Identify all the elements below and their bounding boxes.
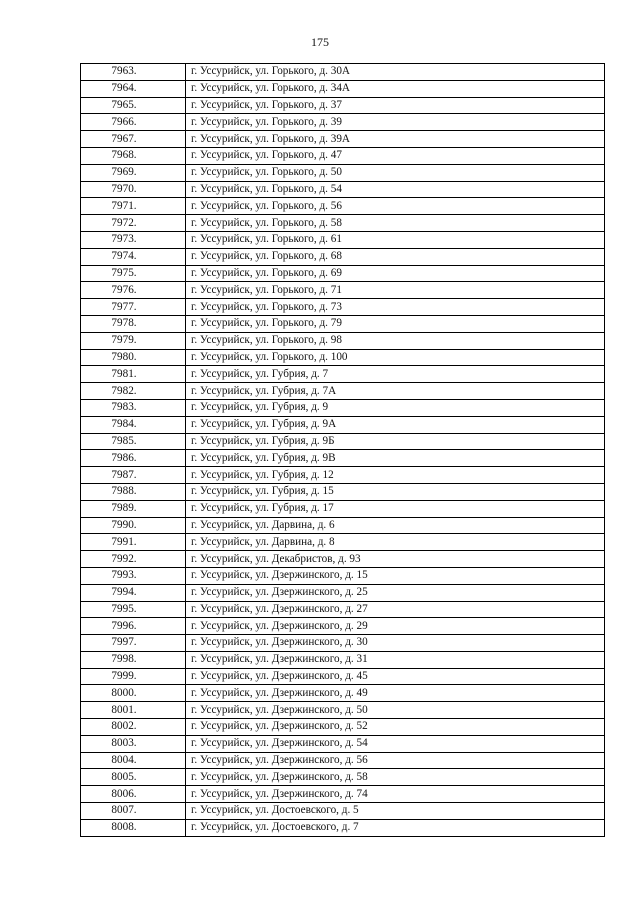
row-number: 7978. bbox=[81, 315, 186, 332]
table-row bbox=[81, 551, 605, 568]
row-address: г. Уссурийск, ул. Горького, д. 69 bbox=[186, 265, 605, 282]
row-number: 7984. bbox=[81, 416, 186, 433]
table-row bbox=[81, 786, 605, 803]
row-number: 7963. bbox=[81, 64, 186, 81]
table-row bbox=[81, 282, 605, 299]
row-address: г. Уссурийск, ул. Горького, д. 68 bbox=[186, 248, 605, 265]
row-number: 7986. bbox=[81, 450, 186, 467]
row-number: 7994. bbox=[81, 584, 186, 601]
row-number: 7995. bbox=[81, 601, 186, 618]
table-row bbox=[81, 517, 605, 534]
table-row bbox=[81, 803, 605, 820]
table-row bbox=[81, 483, 605, 500]
row-address: г. Уссурийск, ул. Дзержинского, д. 54 bbox=[186, 735, 605, 752]
row-address: г. Уссурийск, ул. Дзержинского, д. 58 bbox=[186, 769, 605, 786]
row-number: 8000. bbox=[81, 685, 186, 702]
row-address: г. Уссурийск, ул. Горького, д. 54 bbox=[186, 181, 605, 198]
row-address: г. Уссурийск, ул. Горького, д. 47 bbox=[186, 147, 605, 164]
row-number: 7964. bbox=[81, 80, 186, 97]
row-address: г. Уссурийск, ул. Дзержинского, д. 31 bbox=[186, 651, 605, 668]
table-row bbox=[81, 433, 605, 450]
row-address: г. Уссурийск, ул. Дзержинского, д. 52 bbox=[186, 719, 605, 736]
row-address: г. Уссурийск, ул. Губрия, д. 9В bbox=[186, 450, 605, 467]
row-number: 8006. bbox=[81, 786, 186, 803]
table-row bbox=[81, 399, 605, 416]
row-number: 7969. bbox=[81, 164, 186, 181]
table-row bbox=[81, 735, 605, 752]
table-row bbox=[81, 450, 605, 467]
row-number: 7980. bbox=[81, 349, 186, 366]
table-row bbox=[81, 416, 605, 433]
row-number: 7988. bbox=[81, 483, 186, 500]
row-address: г. Уссурийск, ул. Губрия, д. 7 bbox=[186, 366, 605, 383]
row-address: г. Уссурийск, ул. Дзержинского, д. 74 bbox=[186, 786, 605, 803]
table-row bbox=[81, 315, 605, 332]
table-row bbox=[81, 752, 605, 769]
row-number: 8008. bbox=[81, 819, 186, 836]
table-row bbox=[81, 114, 605, 131]
row-address: г. Уссурийск, ул. Дзержинского, д. 15 bbox=[186, 567, 605, 584]
table-row bbox=[81, 567, 605, 584]
row-address: г. Уссурийск, ул. Дзержинского, д. 56 bbox=[186, 752, 605, 769]
row-number: 8003. bbox=[81, 735, 186, 752]
row-number: 7989. bbox=[81, 500, 186, 517]
row-address: г. Уссурийск, ул. Достоевского, д. 7 bbox=[186, 819, 605, 836]
table-row bbox=[81, 668, 605, 685]
table-row bbox=[81, 349, 605, 366]
table-row bbox=[81, 64, 605, 81]
table-row bbox=[81, 534, 605, 551]
row-number: 7981. bbox=[81, 366, 186, 383]
row-address: г. Уссурийск, ул. Горького, д. 71 bbox=[186, 282, 605, 299]
table-row bbox=[81, 215, 605, 232]
row-number: 8007. bbox=[81, 803, 186, 820]
table-row bbox=[81, 584, 605, 601]
row-address: г. Уссурийск, ул. Дзержинского, д. 45 bbox=[186, 668, 605, 685]
row-address: г. Уссурийск, ул. Дзержинского, д. 29 bbox=[186, 618, 605, 635]
table-row bbox=[81, 383, 605, 400]
row-number: 7987. bbox=[81, 467, 186, 484]
table-row bbox=[81, 181, 605, 198]
address-table bbox=[80, 63, 605, 837]
row-number: 7966. bbox=[81, 114, 186, 131]
row-address: г. Уссурийск, ул. Горького, д. 61 bbox=[186, 231, 605, 248]
table-row bbox=[81, 231, 605, 248]
row-address: г. Уссурийск, ул. Горького, д. 79 bbox=[186, 315, 605, 332]
row-number: 8001. bbox=[81, 702, 186, 719]
table-row bbox=[81, 147, 605, 164]
row-address: г. Уссурийск, ул. Губрия, д. 12 bbox=[186, 467, 605, 484]
row-number: 7972. bbox=[81, 215, 186, 232]
row-number: 7971. bbox=[81, 198, 186, 215]
row-address: г. Уссурийск, ул. Горького, д. 58 bbox=[186, 215, 605, 232]
row-address: г. Уссурийск, ул. Горького, д. 100 bbox=[186, 349, 605, 366]
row-address: г. Уссурийск, ул. Дзержинского, д. 27 bbox=[186, 601, 605, 618]
row-number: 7993. bbox=[81, 567, 186, 584]
row-number: 7977. bbox=[81, 299, 186, 316]
table-row bbox=[81, 500, 605, 517]
row-address: г. Уссурийск, ул. Горького, д. 39 bbox=[186, 114, 605, 131]
row-address: г. Уссурийск, ул. Губрия, д. 9Б bbox=[186, 433, 605, 450]
table-row bbox=[81, 366, 605, 383]
row-address: г. Уссурийск, ул. Горького, д. 56 bbox=[186, 198, 605, 215]
row-number: 7973. bbox=[81, 231, 186, 248]
row-number: 7965. bbox=[81, 97, 186, 114]
row-address: г. Уссурийск, ул. Дзержинского, д. 30 bbox=[186, 635, 605, 652]
row-number: 7975. bbox=[81, 265, 186, 282]
table-row bbox=[81, 618, 605, 635]
row-address: г. Уссурийск, ул. Дарвина, д. 6 bbox=[186, 517, 605, 534]
row-number: 8002. bbox=[81, 719, 186, 736]
table-row bbox=[81, 332, 605, 349]
table-row bbox=[81, 198, 605, 215]
row-address: г. Уссурийск, ул. Достоевского, д. 5 bbox=[186, 803, 605, 820]
table-row bbox=[81, 651, 605, 668]
row-address: г. Уссурийск, ул. Губрия, д. 9 bbox=[186, 399, 605, 416]
row-address: г. Уссурийск, ул. Губрия, д. 17 bbox=[186, 500, 605, 517]
table-row bbox=[81, 80, 605, 97]
table-row bbox=[81, 131, 605, 148]
row-address: г. Уссурийск, ул. Горького, д. 50 bbox=[186, 164, 605, 181]
table-row bbox=[81, 248, 605, 265]
address-table-body bbox=[81, 64, 605, 837]
table-row bbox=[81, 819, 605, 836]
table-row bbox=[81, 265, 605, 282]
row-number: 7976. bbox=[81, 282, 186, 299]
table-row bbox=[81, 702, 605, 719]
row-address: г. Уссурийск, ул. Дзержинского, д. 50 bbox=[186, 702, 605, 719]
table-row bbox=[81, 467, 605, 484]
row-address: г. Уссурийск, ул. Горького, д. 98 bbox=[186, 332, 605, 349]
row-address: г. Уссурийск, ул. Губрия, д. 7А bbox=[186, 383, 605, 400]
table-row bbox=[81, 164, 605, 181]
row-number: 7982. bbox=[81, 383, 186, 400]
row-number: 7992. bbox=[81, 551, 186, 568]
row-address: г. Уссурийск, ул. Дарвина, д. 8 bbox=[186, 534, 605, 551]
row-number: 8004. bbox=[81, 752, 186, 769]
row-number: 7991. bbox=[81, 534, 186, 551]
row-number: 7985. bbox=[81, 433, 186, 450]
row-address: г. Уссурийск, ул. Дзержинского, д. 49 bbox=[186, 685, 605, 702]
row-address: г. Уссурийск, ул. Горького, д. 39А bbox=[186, 131, 605, 148]
row-address: г. Уссурийск, ул. Горького, д. 34А bbox=[186, 80, 605, 97]
row-number: 7999. bbox=[81, 668, 186, 685]
row-number: 7968. bbox=[81, 147, 186, 164]
row-number: 7970. bbox=[81, 181, 186, 198]
row-number: 8005. bbox=[81, 769, 186, 786]
table-row bbox=[81, 299, 605, 316]
row-address: г. Уссурийск, ул. Горького, д. 73 bbox=[186, 299, 605, 316]
row-address: г. Уссурийск, ул. Декабристов, д. 93 bbox=[186, 551, 605, 568]
row-number: 7998. bbox=[81, 651, 186, 668]
page-number: 175 bbox=[311, 35, 329, 49]
row-number: 7996. bbox=[81, 618, 186, 635]
row-address: г. Уссурийск, ул. Горького, д. 30А bbox=[186, 64, 605, 81]
row-number: 7997. bbox=[81, 635, 186, 652]
table-row bbox=[81, 685, 605, 702]
row-address: г. Уссурийск, ул. Губрия, д. 15 bbox=[186, 483, 605, 500]
row-number: 7974. bbox=[81, 248, 186, 265]
row-number: 7967. bbox=[81, 131, 186, 148]
table-row bbox=[81, 719, 605, 736]
table-row bbox=[81, 601, 605, 618]
table-row bbox=[81, 769, 605, 786]
table-row bbox=[81, 635, 605, 652]
row-number: 7990. bbox=[81, 517, 186, 534]
row-address: г. Уссурийск, ул. Дзержинского, д. 25 bbox=[186, 584, 605, 601]
row-number: 7979. bbox=[81, 332, 186, 349]
row-number: 7983. bbox=[81, 399, 186, 416]
row-address: г. Уссурийск, ул. Губрия, д. 9А bbox=[186, 416, 605, 433]
row-address: г. Уссурийск, ул. Горького, д. 37 bbox=[186, 97, 605, 114]
table-row bbox=[81, 97, 605, 114]
